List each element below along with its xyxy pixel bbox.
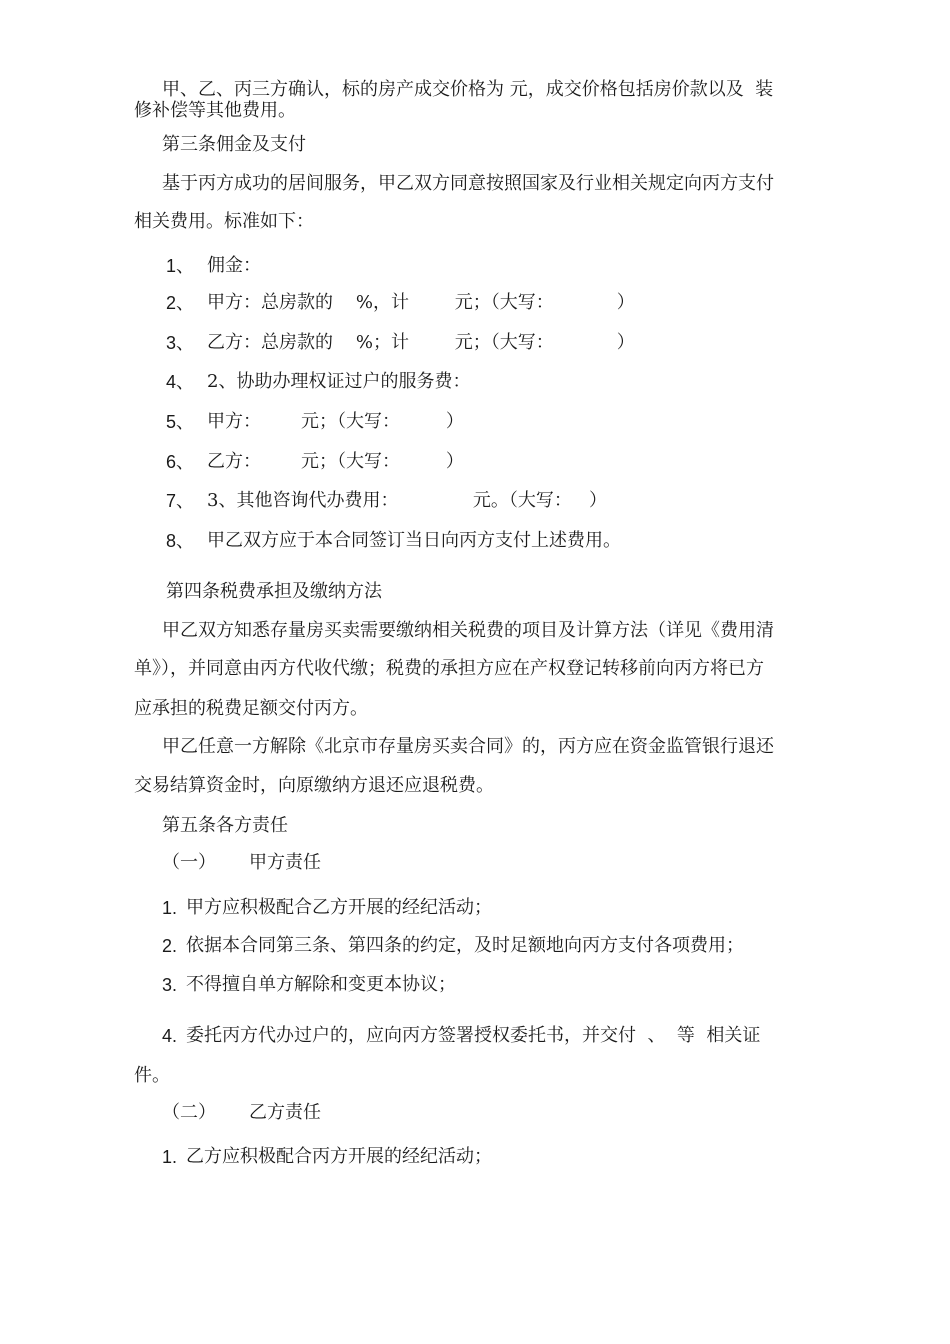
fee-item-text: 甲方：总房款的 %，计 元；（大写： ） (207, 292, 635, 313)
fee-item-text: 佣金： (207, 255, 261, 276)
duty-item-text: 委托丙方代办过户的，应向丙方签署授权委托书，并交付 、 等 相关证 (186, 1025, 761, 1046)
duty-item-text: 甲方应积极配合乙方开展的经纪活动； (186, 897, 492, 918)
duty-item-number: 1. (162, 898, 178, 918)
duty-item-number: 2. (162, 936, 178, 956)
fee-item-text: 3、其他咨询代办费用： 元。（大写： ） (207, 490, 607, 511)
fee-item-number: 8、 (166, 531, 195, 551)
duty-item-text: 不得擅自单方解除和变更本协议； (186, 974, 456, 995)
article-3-para-line-1: 基于丙方成功的居间服务，甲乙双方同意按照国家及行业相关规定向丙方支付 (162, 173, 774, 194)
article-4-para-1-line-1: 甲乙双方知悉存量房买卖需要缴纳相关税费的项目及计算方法（详见《费用清 (162, 620, 774, 641)
duty-item-number: 1. (162, 1147, 178, 1167)
fee-item-number: 5、 (166, 412, 195, 432)
article-4-para-1-line-2: 单》），并同意由丙方代收代缴；税费的承担方应在产权登记转移前向丙方将已方 (134, 658, 764, 679)
duty-item-text: 乙方应积极配合丙方开展的经纪活动； (186, 1146, 492, 1167)
fee-item-text: 甲乙双方应于本合同签订当日向丙方支付上述费用。 (207, 530, 621, 551)
article-4-para-1-line-3: 应承担的税费足额交付丙方。 (134, 698, 368, 719)
fee-item-number: 6、 (166, 452, 195, 472)
duty-item-continuation: 件。 (134, 1065, 170, 1086)
fee-item-number: 1、 (166, 256, 195, 276)
fee-item-text: 乙方：总房款的 %；计 元；（大写： ） (207, 332, 635, 353)
duty-item-number: 3. (162, 975, 178, 995)
article-5-heading: 第五条各方责任 (162, 815, 288, 836)
article-4-para-2-line-2: 交易结算资金时，向原缴纳方退还应退税费。 (134, 775, 494, 796)
article-4-para-2-line-1: 甲乙任意一方解除《北京市存量房买卖合同》的，丙方应在资金监管银行退还 (162, 736, 774, 757)
fee-item-text: 甲方： 元；（大写： ） (207, 411, 464, 432)
article-4-heading: 第四条税费承担及缴纳方法 (166, 581, 382, 602)
party-a-section-title: 甲方责任 (249, 852, 321, 873)
fee-item-text: 乙方： 元；（大写： ） (207, 451, 464, 472)
duty-item-text: 依据本合同第三条、第四条的约定，及时足额地向丙方支付各项费用； (186, 935, 744, 956)
article-3-heading: 第三条佣金及支付 (162, 134, 306, 155)
duty-item-number: 4. (162, 1026, 178, 1046)
intro-line-1: 甲、乙、丙三方确认，标的房产成交价格为 元，成交价格包括房价款以及 装 (162, 79, 774, 100)
party-a-section-label: （一） (162, 852, 216, 873)
intro-line-2: 修补偿等其他费用。 (134, 100, 296, 121)
article-3-para-line-2: 相关费用。标准如下： (134, 211, 314, 232)
fee-item-number: 4、 (166, 372, 195, 392)
fee-item-text: 2、协助办理权证过户的服务费： (207, 371, 471, 392)
fee-item-number: 3、 (166, 333, 195, 353)
party-b-section-title: 乙方责任 (249, 1102, 321, 1123)
fee-item-number: 2、 (166, 293, 195, 313)
party-b-section-label: （二） (162, 1102, 216, 1123)
fee-item-number: 7、 (166, 491, 195, 511)
